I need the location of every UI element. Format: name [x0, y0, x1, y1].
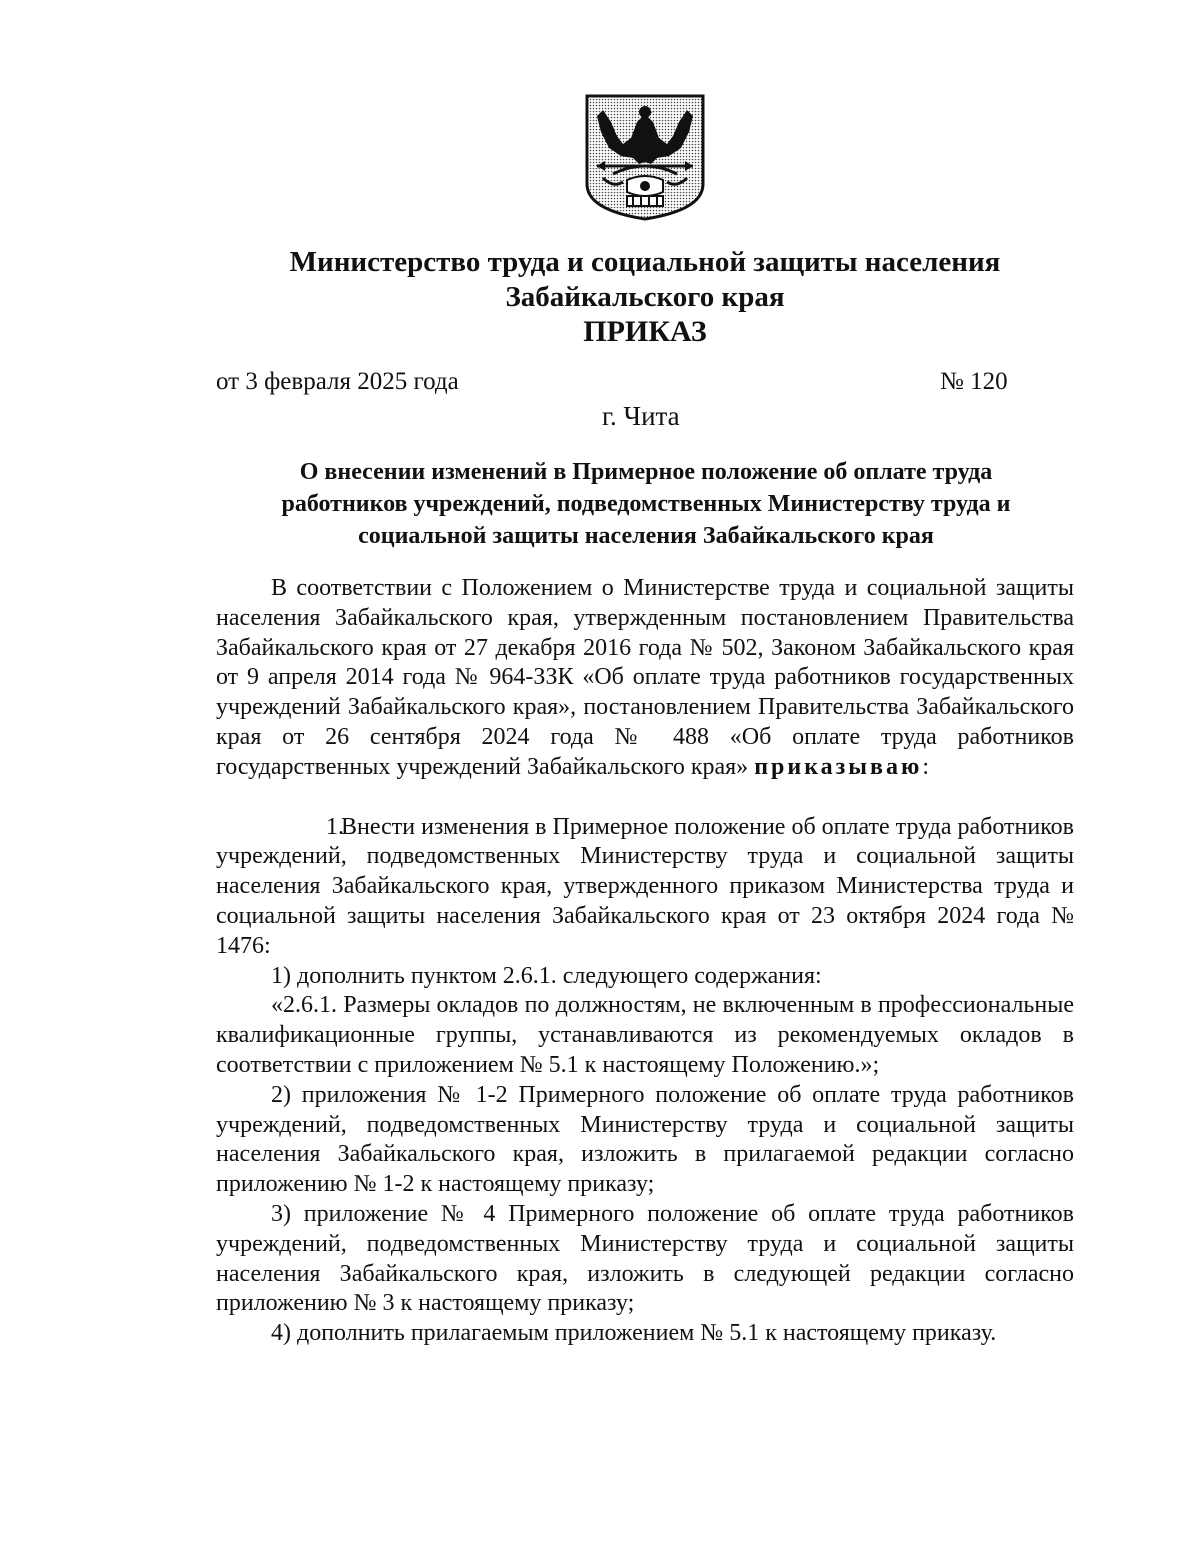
subitem-2: 2) приложения № 1-2 Примерного положение об оплате труда работников учреждений, подведомственных Министерству труда и социальной защиты населения Забайкальского края, изложить в прилагаемой редакции согласно приложению № 1-2 к настоящему приказу;	[216, 1081, 1074, 1198]
subitem-4: 4) дополнить прилагаемым приложением № 5.1 к настоящему приказу.	[271, 1320, 997, 1347]
document-body	[216, 574, 1074, 1349]
document-number: № 120	[940, 368, 1008, 395]
preamble-text: В соответствии с Положением о Министерстве труда и социальной защиты населения Забайкальского края, утвержденным постановлением Правительства Забайкальского края от 27 декабря 2016 года № 502, Законом Забайкальского края от 9 апреля 2014 года № 964-ЗЗК «Об оплате труда работников государственных учреждений Забайкальского края», постановлением Правительства Забайкальского края от 26 сентября 2024 года № 488 «Об оплате труда работников государственных учреждений Забайкальского края»	[216, 575, 1074, 780]
subject-line: работников учреждений, подведомственных Министерству труда и	[281, 491, 1011, 517]
subitem-3: 3) приложение № 4 Примерного положение об оплате труда работников учреждений, подведомственных Министерству труда и социальной защиты населения Забайкальского края, изложить в следующей редакции согласно приложению № 3 к настоящему приказу;	[216, 1200, 1074, 1317]
ministry-title-line2: Забайкальского края	[505, 281, 785, 313]
item-1-text: Внести изменения в Примерное положение об оплате труда работников учреждений, подведомственных Министерству труда и социальной защиты населения Забайкальского края, утвержденного приказом Министерства труда и социальной защиты населения Забайкальского края от 23 октября 2024 года № 1476:	[216, 813, 1074, 959]
order-word: приказываю	[754, 753, 923, 780]
subitem-1: 1) дополнить пунктом 2.6.1. следующего содержания:	[271, 962, 822, 989]
ministry-title-line1: Министерство труда и социальной защиты населения	[289, 246, 1001, 278]
item-1-number: 1.	[326, 813, 344, 840]
subject-line: социальной защиты населения Забайкальского края	[358, 523, 934, 549]
preamble-paragraph	[216, 574, 1074, 783]
subject-line: О внесении изменений в Примерное положение об оплате труда	[299, 459, 993, 485]
order-suffix: :	[922, 753, 930, 780]
item-1-paragraph	[216, 813, 1074, 962]
subitem-1-quote: «2.6.1. Размеры окладов по должностям, не включенным в профессиональные квалификационные группы, устанавливаются из рекомендуемых окладов в соответствии с приложением № 5.1 к настоящему Положению.»;	[216, 992, 1074, 1078]
document-date: от 3 февраля 2025 года	[216, 368, 459, 395]
document-type: ПРИКАЗ	[583, 315, 707, 348]
document-subject	[216, 456, 1076, 552]
document-city: г. Чита	[602, 401, 680, 431]
coat-of-arms-icon	[583, 92, 707, 222]
